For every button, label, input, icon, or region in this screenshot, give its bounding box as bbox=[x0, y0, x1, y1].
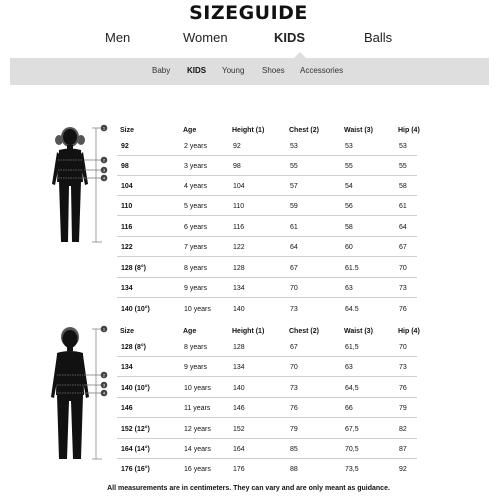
subcategory-bar bbox=[10, 58, 489, 85]
table-cell: 10 years bbox=[184, 306, 211, 313]
table-cell: 53 bbox=[399, 143, 407, 150]
table-cell: 58 bbox=[399, 183, 407, 190]
header-hip: Hip (4) bbox=[398, 127, 420, 134]
table-cell: 104 bbox=[121, 183, 133, 190]
table-cell: 164 (14°) bbox=[121, 446, 150, 453]
marker-1: 1 bbox=[102, 326, 106, 332]
table-cell: 54 bbox=[345, 183, 353, 190]
row-divider bbox=[117, 356, 417, 357]
table-cell: 134 bbox=[233, 364, 245, 371]
table-cell: 70 bbox=[290, 285, 298, 292]
table-cell: 140 bbox=[233, 385, 245, 392]
header-waist: Waist (3) bbox=[344, 328, 373, 335]
subcategory-shoes[interactable]: Shoes bbox=[262, 66, 285, 75]
row-divider bbox=[117, 438, 417, 439]
table-cell: 92 bbox=[121, 143, 129, 150]
table-cell: 104 bbox=[233, 183, 245, 190]
table-cell: 146 bbox=[233, 405, 245, 412]
marker-4: 4 bbox=[102, 390, 106, 396]
table-cell: 140 bbox=[233, 306, 245, 313]
table-cell: 73 bbox=[290, 306, 298, 313]
page-title: SIZEGUIDE bbox=[189, 2, 308, 24]
table-cell: 53 bbox=[290, 143, 298, 150]
table-cell: 134 bbox=[121, 285, 133, 292]
row-divider bbox=[117, 417, 417, 418]
table-cell: 9 years bbox=[184, 285, 207, 292]
category-nav bbox=[0, 30, 497, 52]
table-cell: 152 bbox=[233, 426, 245, 433]
header-height: Height (1) bbox=[232, 127, 265, 134]
table-cell: 128 (8°) bbox=[121, 344, 146, 351]
table-cell: 110 bbox=[121, 203, 133, 210]
table-cell: 8 years bbox=[184, 265, 207, 272]
table-cell: 85 bbox=[290, 446, 298, 453]
table-cell: 73 bbox=[399, 364, 407, 371]
table-cell: 70,5 bbox=[345, 446, 359, 453]
table-cell: 63 bbox=[345, 285, 353, 292]
measurement-disclaimer: All measurements are in centimeters. They can vary and are only meant as guidance. bbox=[107, 485, 390, 492]
table-cell: 87 bbox=[399, 446, 407, 453]
row-divider bbox=[117, 458, 417, 459]
table-cell: 152 (12°) bbox=[121, 426, 150, 433]
table-cell: 67 bbox=[290, 344, 298, 351]
table-cell: 98 bbox=[233, 163, 241, 170]
table-cell: 64 bbox=[290, 244, 298, 251]
table-cell: 55 bbox=[399, 163, 407, 170]
table-cell: 4 years bbox=[184, 183, 207, 190]
subcategory-accessories[interactable]: Accessories bbox=[300, 66, 344, 75]
row-divider bbox=[117, 277, 417, 278]
row-divider bbox=[117, 236, 417, 237]
table-cell: 57 bbox=[290, 183, 298, 190]
table-cell: 8 years bbox=[184, 344, 207, 351]
marker-3: 3 bbox=[102, 382, 106, 388]
row-divider bbox=[117, 376, 417, 377]
table-cell: 128 bbox=[233, 344, 245, 351]
table-cell: 58 bbox=[345, 224, 353, 231]
boy-silhouette-icon bbox=[40, 323, 112, 465]
table-cell: 76 bbox=[399, 306, 407, 313]
table-cell: 61 bbox=[290, 224, 298, 231]
table-cell: 98 bbox=[121, 163, 129, 170]
row-divider bbox=[117, 256, 417, 257]
table-cell: 110 bbox=[233, 203, 245, 210]
table-cell: 128 bbox=[233, 265, 245, 272]
table-cell: 122 bbox=[233, 244, 245, 251]
table-cell: 76 bbox=[399, 385, 407, 392]
subcategory-baby[interactable]: Baby bbox=[152, 66, 171, 75]
table-cell: 128 (8°) bbox=[121, 265, 146, 272]
marker-2: 2 bbox=[102, 157, 106, 163]
table-cell: 6 years bbox=[184, 224, 207, 231]
table-cell: 53 bbox=[345, 143, 353, 150]
table-cell: 140 (10°) bbox=[121, 306, 150, 313]
table-cell: 7 years bbox=[184, 244, 207, 251]
table-cell: 16 years bbox=[184, 466, 211, 473]
row-divider bbox=[117, 175, 417, 176]
marker-3: 3 bbox=[102, 167, 106, 173]
table-cell: 60 bbox=[345, 244, 353, 251]
table-cell: 63 bbox=[345, 364, 353, 371]
header-waist: Waist (3) bbox=[344, 127, 373, 134]
subcategory-young[interactable]: Young bbox=[222, 66, 245, 75]
marker-1: 1 bbox=[102, 125, 106, 131]
table-cell: 82 bbox=[399, 426, 407, 433]
row-divider bbox=[117, 397, 417, 398]
category-kids[interactable]: KIDS bbox=[274, 30, 306, 45]
table-cell: 70 bbox=[290, 364, 298, 371]
table-cell: 66 bbox=[345, 405, 353, 412]
table-cell: 73,5 bbox=[345, 466, 359, 473]
table-cell: 61,5 bbox=[345, 344, 359, 351]
table-cell: 176 bbox=[233, 466, 245, 473]
header-chest: Chest (2) bbox=[289, 328, 319, 335]
category-women[interactable]: Women bbox=[183, 30, 228, 45]
table-cell: 116 bbox=[121, 224, 133, 231]
table-cell: 67 bbox=[399, 244, 407, 251]
table-cell: 55 bbox=[290, 163, 298, 170]
active-category-pointer bbox=[293, 52, 307, 59]
table-cell: 64.5 bbox=[345, 306, 359, 313]
subcategory-kids[interactable]: KIDS bbox=[187, 66, 207, 75]
header-height: Height (1) bbox=[232, 328, 265, 335]
table-cell: 140 (10°) bbox=[121, 385, 150, 392]
table-cell: 134 bbox=[121, 364, 133, 371]
row-divider bbox=[117, 215, 417, 216]
table-cell: 164 bbox=[233, 446, 245, 453]
table-cell: 134 bbox=[233, 285, 245, 292]
table-cell: 56 bbox=[345, 203, 353, 210]
header-hip: Hip (4) bbox=[398, 328, 420, 335]
category-men[interactable]: Men bbox=[105, 30, 131, 45]
table-cell: 67,5 bbox=[345, 426, 359, 433]
table-cell: 9 years bbox=[184, 364, 207, 371]
header-age: Age bbox=[183, 127, 197, 134]
table-cell: 5 years bbox=[184, 203, 207, 210]
table-cell: 73 bbox=[290, 385, 298, 392]
table-cell: 79 bbox=[399, 405, 407, 412]
table-cell: 59 bbox=[290, 203, 298, 210]
row-divider bbox=[117, 195, 417, 196]
table-cell: 2 years bbox=[184, 143, 207, 150]
table-cell: 10 years bbox=[184, 385, 211, 392]
marker-4: 4 bbox=[102, 175, 106, 181]
table-cell: 92 bbox=[399, 466, 407, 473]
row-divider bbox=[117, 155, 417, 156]
table-cell: 122 bbox=[121, 244, 133, 251]
table-cell: 176 (16°) bbox=[121, 466, 150, 473]
table-cell: 146 bbox=[121, 405, 133, 412]
table-cell: 73 bbox=[399, 285, 407, 292]
table-cell: 92 bbox=[233, 143, 241, 150]
table-cell: 76 bbox=[290, 405, 298, 412]
girl-silhouette-icon bbox=[40, 122, 112, 248]
table-cell: 70 bbox=[399, 265, 407, 272]
header-size: Size bbox=[120, 328, 135, 335]
table-cell: 64 bbox=[399, 224, 407, 231]
table-cell: 61.5 bbox=[345, 265, 359, 272]
header-age: Age bbox=[183, 328, 197, 335]
table-cell: 11 years bbox=[184, 405, 211, 412]
header-size: Size bbox=[120, 127, 135, 134]
table-cell: 3 years bbox=[184, 163, 207, 170]
header-chest: Chest (2) bbox=[289, 127, 319, 134]
row-divider bbox=[117, 297, 417, 298]
table-cell: 116 bbox=[233, 224, 245, 231]
category-balls[interactable]: Balls bbox=[364, 30, 393, 45]
table-cell: 55 bbox=[345, 163, 353, 170]
marker-2: 2 bbox=[102, 372, 106, 378]
table-cell: 88 bbox=[290, 466, 298, 473]
table-cell: 12 years bbox=[184, 426, 211, 433]
table-cell: 64,5 bbox=[345, 385, 359, 392]
table-cell: 14 years bbox=[184, 446, 211, 453]
table-cell: 61 bbox=[399, 203, 407, 210]
table-cell: 70 bbox=[399, 344, 407, 351]
table-cell: 67 bbox=[290, 265, 298, 272]
table-cell: 79 bbox=[290, 426, 298, 433]
